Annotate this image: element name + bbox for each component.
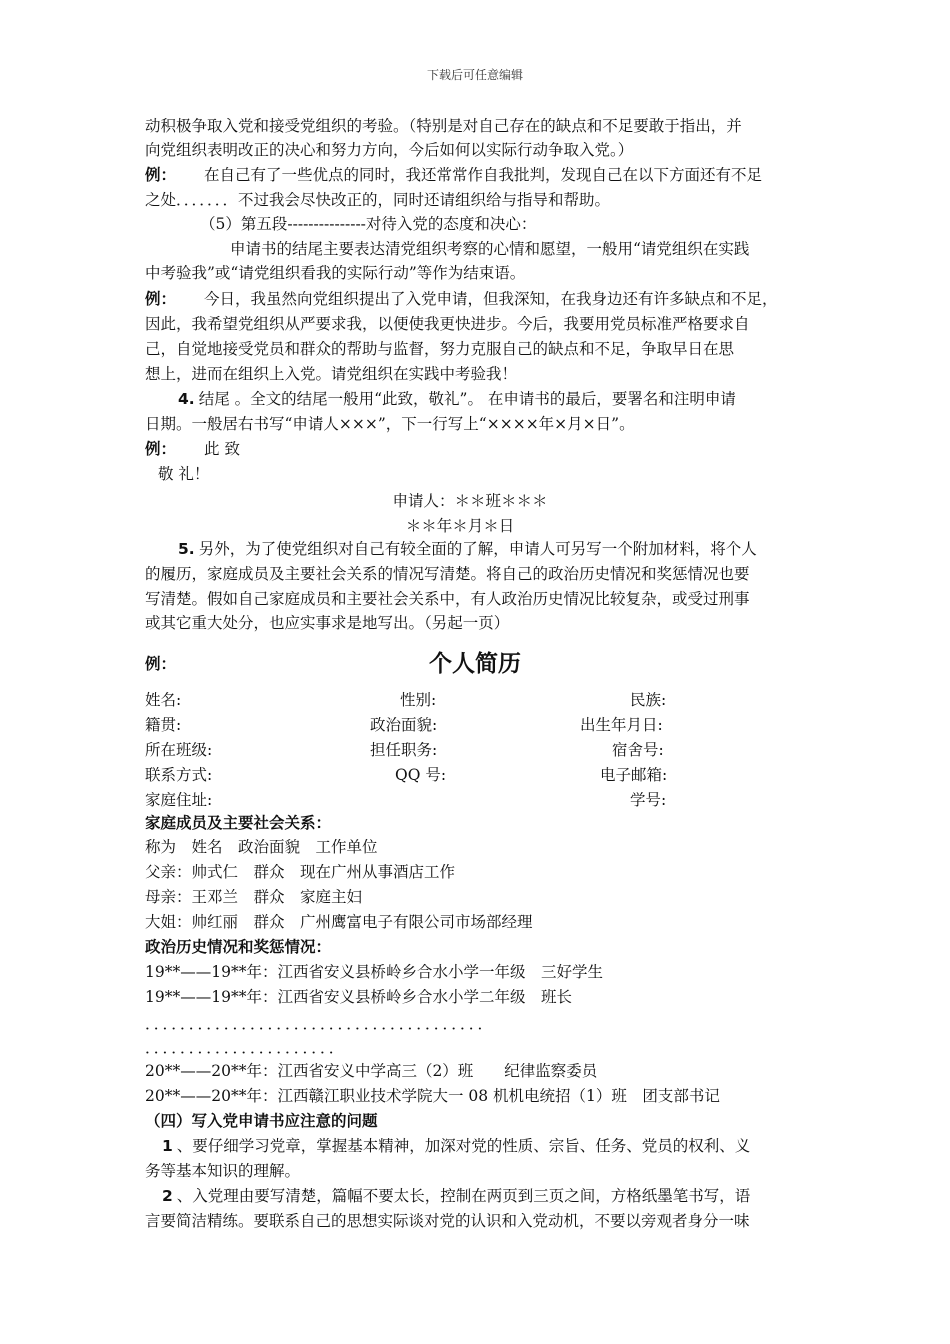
- family-row: 父亲：帅式仁 群众 现在广州从事酒店工作: [145, 863, 456, 881]
- item-number: 2: [162, 1187, 173, 1205]
- page-header: 下载后可任意编辑: [426, 68, 523, 82]
- paragraph-line: 己，自觉地接受党员和群众的帮助与监督，努力克服自己的缺点和不足，争取早日在思: [145, 340, 735, 358]
- field-label: 性别:: [400, 691, 437, 709]
- field-label: 所在班级:: [145, 741, 213, 759]
- example-label: 例：: [145, 655, 177, 673]
- paragraph-line: 申请书的结尾主要表达清党组织考察的心情和愿望，一般用“请党组织在实践: [230, 240, 750, 258]
- example-text: 在自己有了一些优点的同时，我还常常作自我批判，发现自己在以下方面还有不足: [204, 166, 763, 184]
- example-label: 例：: [145, 290, 177, 308]
- family-heading: 家庭成员及主要社会关系：: [145, 814, 332, 832]
- resume-title: 个人简历: [429, 651, 521, 677]
- item-text: 结尾 。全文的结尾一般用“此致，敬礼”。 在申请书的最后，要署名和注明申请: [198, 390, 736, 408]
- history-row: 19**——19**年：江西省安义县桥岭乡合水小学二年级 班长: [145, 988, 572, 1006]
- field-label: 民族:: [630, 691, 667, 709]
- example-label: 例：: [145, 166, 177, 184]
- notes-heading: （四）写入党申请书应注意的问题: [145, 1112, 378, 1130]
- example-line: [145, 439, 240, 459]
- item-text: 、要仔细学习党章，掌握基本精神，加深对党的性质、宗旨、任务、党员的权利、义: [176, 1137, 751, 1155]
- field-label: 学号:: [630, 791, 667, 809]
- field-label: 家庭住址:: [145, 791, 213, 809]
- example-text: 此 致: [204, 440, 240, 458]
- family-row: 母亲：王邓兰 群众 家庭主妇: [145, 888, 363, 906]
- paragraph-line: 中考验我”或“请党组织看我的实际行动”等作为结束语。: [145, 264, 526, 282]
- paragraph-line: 想上，进而在组织上入党。请党组织在实践中考验我！: [145, 365, 518, 383]
- paragraph-line: 写清楚。假如自己家庭成员和主要社会关系中，有人政治历史情况比较复杂，或受过刑事: [145, 590, 750, 608]
- history-row: 19**——19**年：江西省安义县桥岭乡合水小学一年级 三好学生: [145, 963, 603, 981]
- family-row: 称为 姓名 政治面貌 工作单位: [145, 838, 378, 856]
- example-label: 例：: [145, 440, 177, 458]
- history-row: 20**——20**年：江西省安义中学高三（2）班 纪律监察委员: [145, 1062, 598, 1080]
- paragraph-line: 务等基本知识的理解。: [145, 1162, 301, 1180]
- example-line: [145, 289, 778, 309]
- field-label: 宿舍号:: [612, 741, 664, 759]
- item-number: 5.: [178, 540, 195, 558]
- signature-date: ＊＊年＊月＊日: [405, 517, 515, 535]
- field-label: 担任职务:: [370, 741, 438, 759]
- field-label: 姓名:: [145, 691, 182, 709]
- field-label: 籍贯:: [145, 716, 182, 734]
- paragraph-line: 的履历，家庭成员及主要社会关系的情况写清楚。将自己的政治历史情况和奖惩情况也要: [145, 565, 750, 583]
- closing-line: 敬 礼！: [158, 465, 210, 483]
- field-label: 联系方式:: [145, 766, 213, 784]
- paragraph-line: 之处．．．．．．．不过我会尽快改正的，同时还请组织给与指导和帮助。: [145, 191, 611, 209]
- paragraph-line: 动积极争取入党和接受党组织的考验。（特别是对自己存在的缺点和不足要敢于指出，并: [145, 117, 742, 135]
- history-row: 20**——20**年：江西赣江职业技术学院大一 08 机机电统招（1）班 团支部书记: [145, 1087, 720, 1105]
- paragraph-line: 或其它重大处分，也应实事求是地写出。（另起一页）: [145, 614, 510, 632]
- numbered-line: [178, 539, 757, 559]
- paragraph-line: 因此，我希望党组织从严要求我，以便使我更快进步。今后，我要用党员标准严格要求自: [145, 315, 750, 333]
- paragraph-line: 言要简洁精练。要联系自己的思想实际谈对党的认识和入党动机，不要以旁观者身分一味: [145, 1212, 750, 1230]
- field-label: 出生年月日:: [580, 716, 663, 734]
- numbered-line: [178, 389, 736, 409]
- item-text: 另外，为了使党组织对自己有较全面的了解，申请人可另写一个附加材料，将个人: [198, 540, 757, 558]
- numbered-line: [162, 1136, 750, 1156]
- ellipsis-line: ．．．．．．．．．．．．．．．．．．．．．．．．．．．．．．．．．．．．．．．: [145, 1015, 495, 1033]
- section-heading: （5）第五段---------------对待入党的态度和决心：: [200, 215, 537, 233]
- item-number: 4.: [178, 390, 195, 408]
- paragraph-line: 日期。一般居右书写“申请人×××”，下一行写上“××××年×月×日”。: [145, 415, 635, 433]
- field-label: 电子邮箱:: [600, 766, 668, 784]
- numbered-line: [162, 1186, 750, 1206]
- ellipsis-line: ．．．．．．．．．．．．．．．．．．．．．．: [145, 1039, 346, 1057]
- paragraph-line: 向党组织表明改正的决心和努力方向，今后如何以实际行动争取入党。）: [145, 141, 634, 159]
- signature-name: 申请人：＊＊班＊＊＊: [392, 492, 548, 510]
- field-label: 政治面貌:: [370, 716, 438, 734]
- item-number: 1: [162, 1137, 173, 1155]
- history-heading: 政治历史情况和奖惩情况：: [145, 938, 332, 956]
- field-label: QQ 号:: [395, 766, 447, 784]
- example-text: 今日，我虽然向党组织提出了入党申请，但我深知，在我身边还有许多缺点和不足，: [204, 290, 778, 308]
- family-row: 大姐：帅红丽 群众 广州鹰富电子有限公司市场部经理: [145, 913, 533, 931]
- item-text: 、入党理由要写清楚，篇幅不要太长，控制在两页到三页之间，方格纸墨笔书写，语: [176, 1187, 751, 1205]
- example-line: [145, 165, 762, 185]
